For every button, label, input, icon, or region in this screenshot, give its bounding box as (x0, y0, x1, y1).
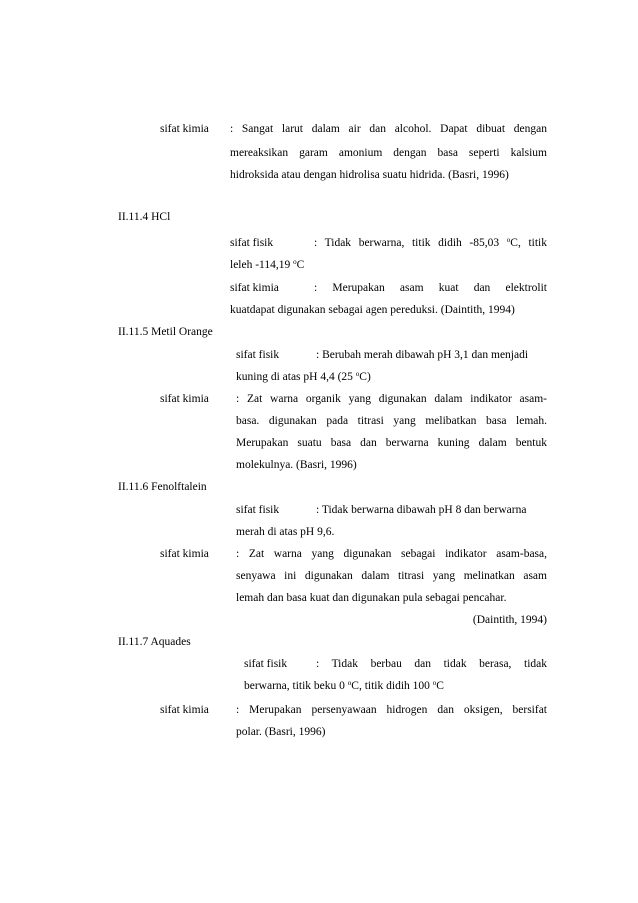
pp-chem-label: sifat kimia (160, 548, 209, 560)
pp-chem-line-3: lemah dan basa kuat dan digunakan pula sebagai pencahar. (236, 592, 507, 604)
heading-aquades: II.11.7 Aquades (118, 636, 191, 648)
pp-phys-line-2: merah di atas pH 9,6. (236, 526, 335, 538)
mo-chem-line-3: Merupakan suatu basa dan berwarna kuning dalam bentuk (236, 437, 547, 449)
mo-phys-line-2: kuning di atas pH 4,4 (25 $^o$C) (236, 370, 371, 383)
aq-chem-label: sifat kimia (160, 704, 209, 716)
mo-phys-label: sifat fisik (236, 349, 280, 361)
pp-phys-line-1: : Tidak berwarna dibawah pH 8 dan berwarna (316, 504, 527, 516)
pp-phys-label: sifat fisik (236, 504, 280, 516)
ammonia-chem-line-3: hidroksida atau dengan hidrolisa suatu hidrida. (Basri, 1996) (230, 169, 509, 181)
heading-hcl: II.11.4 HCl (118, 211, 171, 223)
hcl-chem-label: sifat kimia (230, 282, 279, 294)
ammonia-chem-line-1: : Sangat larut dalam air dan alcohol. Dapat dibuat dengan (230, 123, 547, 135)
aq-chem-line-1: : Merupakan persenyawaan hidrogen dan oksigen, bersifat (236, 704, 547, 716)
hcl-chem-line-2: kuatdapat digunakan sebagai agen pereduksi. (Daintith, 1994) (230, 304, 515, 316)
mo-chem-label: sifat kimia (160, 393, 209, 405)
pp-chem-line-1: : Zat warna yang digunakan sebagai indikator asam-basa, (236, 548, 547, 560)
ammonia-chem-line-2: mereaksikan garam amonium dengan basa seperti kalsium (230, 147, 547, 159)
aq-phys-label: sifat fisik (244, 658, 288, 670)
hcl-phys-line-1: : Tidak berwarna, titik didih -85,03 $^o$C, titik (314, 236, 547, 249)
mo-phys-line-1: : Berubah merah dibawah pH 3,1 dan menjadi (316, 349, 529, 361)
mo-chem-line-1: : Zat warna organik yang digunakan dalam indikator asam- (236, 393, 547, 405)
pp-citation: (Daintith, 1994) (472, 614, 547, 626)
aq-chem-line-2: polar. (Basri, 1996) (236, 726, 326, 738)
aq-phys-line-2: berwarna, titik beku 0 $^o$C, titik didih 100 $^o$C (244, 679, 444, 692)
heading-fenolftalein: II.11.6 Fenolftalein (118, 481, 207, 493)
hcl-phys-label: sifat fisik (230, 237, 274, 249)
aq-phys-line-1: : Tidak berbau dan tidak berasa, tidak (316, 658, 547, 670)
pp-chem-line-2: senyawa ini digunakan dalam titrasi yang melinatkan asam (236, 570, 547, 582)
hcl-phys-line-2: leleh -114,19 $^o$C (230, 258, 305, 271)
heading-metil-orange: II.11.5 Metil Orange (118, 326, 213, 338)
mo-chem-line-2: basa. digunakan pada titrasi yang melibatkan basa lemah. (236, 415, 547, 427)
ammonia-chem-label: sifat kimia (160, 123, 209, 135)
mo-chem-line-4: molekulnya. (Basri, 1996) (236, 459, 357, 471)
hcl-chem-line-1: : Merupakan asam kuat dan elektrolit (314, 282, 547, 294)
